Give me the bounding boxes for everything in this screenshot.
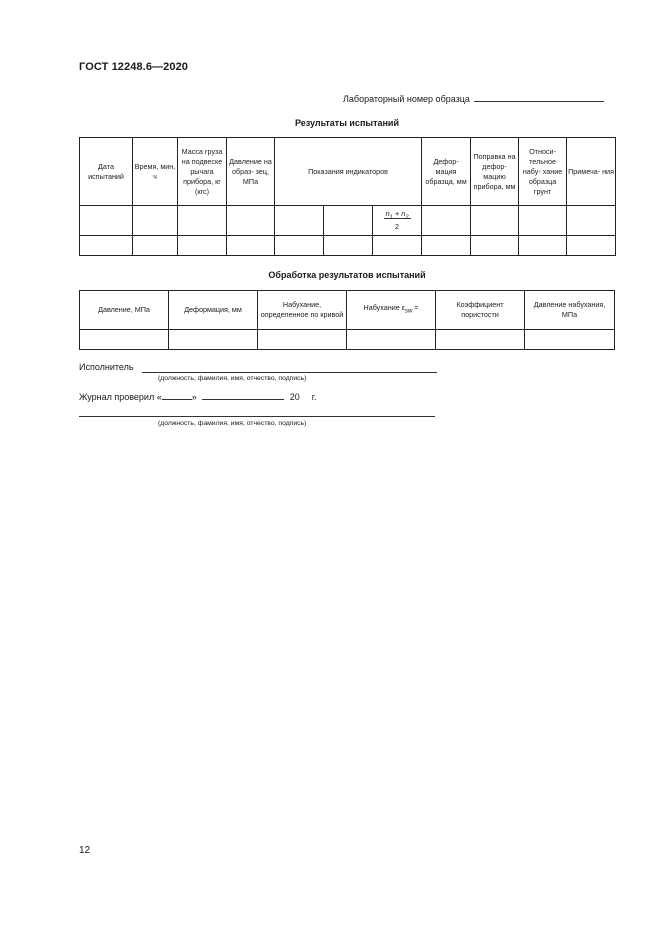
- header-relative-swelling: Относи- тельное набу- хание образца грунт: [519, 138, 567, 206]
- indicator-average-formula: $\frac{n_1 + n_2}{2}$: [373, 206, 422, 236]
- table-cell[interactable]: [258, 330, 347, 350]
- table-cell[interactable]: [227, 236, 275, 256]
- table2-caption: Обработка результатов испытаний: [268, 270, 426, 280]
- table-cell[interactable]: [422, 236, 471, 256]
- journal-checked-label: Журнал проверил «: [79, 392, 162, 402]
- table-cell[interactable]: [178, 206, 227, 236]
- header-load-mass: Масса груза на подвеске рычага прибора, кг (кгс): [178, 138, 227, 206]
- table-cell[interactable]: [178, 236, 227, 256]
- header-pressure-mpa: Давление, МПа: [80, 291, 169, 330]
- header-pressure: Давление на образ- зец, МПа: [227, 138, 275, 206]
- executor-hint: (должность, фамилия, имя, отчество, подпись): [158, 375, 307, 382]
- table-cell[interactable]: [275, 236, 324, 256]
- header-notes: Примеча- ния: [567, 138, 616, 206]
- executor-label: Исполнитель: [79, 362, 134, 372]
- table-cell[interactable]: [347, 330, 436, 350]
- header-porosity-coefficient: Коэффициент пористости: [436, 291, 525, 330]
- header-swelling-pressure: Давление набухания, МПа: [525, 291, 615, 330]
- document-header: ГОСТ 12248.6—2020: [79, 61, 189, 73]
- journal-year-suffix: г.: [311, 392, 317, 402]
- table-cell[interactable]: [80, 206, 133, 236]
- table-cell[interactable]: [324, 236, 373, 256]
- header-test-date: Дата испытаний: [80, 138, 133, 206]
- table-cell[interactable]: [567, 236, 616, 256]
- header-time: Время, мин, ч: [133, 138, 178, 206]
- header-swelling-by-curve: Набухание, определенное по кривой: [258, 291, 347, 330]
- indicator-n2-cell[interactable]: [324, 206, 373, 236]
- table-cell[interactable]: [519, 236, 567, 256]
- journal-day-field[interactable]: [162, 391, 192, 400]
- page-number: 12: [79, 845, 91, 856]
- table-cell[interactable]: [227, 206, 275, 236]
- lab-sample-number-label: Лабораторный номер образца: [343, 94, 470, 104]
- test-results-table: [79, 137, 616, 256]
- header-indicator-readings: Показания индикаторов: [275, 138, 422, 206]
- journal-signature-field[interactable]: [79, 416, 435, 417]
- table-cell[interactable]: [373, 236, 422, 256]
- table-cell[interactable]: [133, 206, 178, 236]
- table-cell[interactable]: [422, 206, 471, 236]
- journal-year: 20: [289, 392, 300, 402]
- table-cell[interactable]: [471, 206, 519, 236]
- lab-sample-number: [343, 92, 604, 104]
- journal-month-field[interactable]: [202, 391, 284, 400]
- header-sample-deformation: Дефор- мация образца, мм: [422, 138, 471, 206]
- table-cell[interactable]: [169, 330, 258, 350]
- table-cell[interactable]: [567, 206, 616, 236]
- table-cell[interactable]: [80, 330, 169, 350]
- executor-signature-field[interactable]: [142, 372, 437, 373]
- table-cell[interactable]: [525, 330, 615, 350]
- header-device-correction: Поправка на дефор- мацию прибора, мм: [471, 138, 519, 206]
- table1-caption: Результаты испытаний: [295, 118, 399, 128]
- table-cell[interactable]: [519, 206, 567, 236]
- results-processing-table: [79, 290, 615, 350]
- lab-sample-number-field[interactable]: [474, 92, 604, 102]
- indicator-n1-cell[interactable]: [275, 206, 324, 236]
- header-swelling-esw: Набухание $\varepsilon_{sw}$ =: [347, 291, 436, 330]
- table-cell[interactable]: [80, 236, 133, 256]
- journal-hint: (должность, фамилия, имя, отчество, подпись): [158, 420, 307, 427]
- journal-checked-row: Журнал проверил « » 20 г.: [79, 392, 317, 402]
- table-cell[interactable]: [436, 330, 525, 350]
- table-cell[interactable]: [471, 236, 519, 256]
- header-deformation-mm: Деформация, мм: [169, 291, 258, 330]
- table-cell[interactable]: [133, 236, 178, 256]
